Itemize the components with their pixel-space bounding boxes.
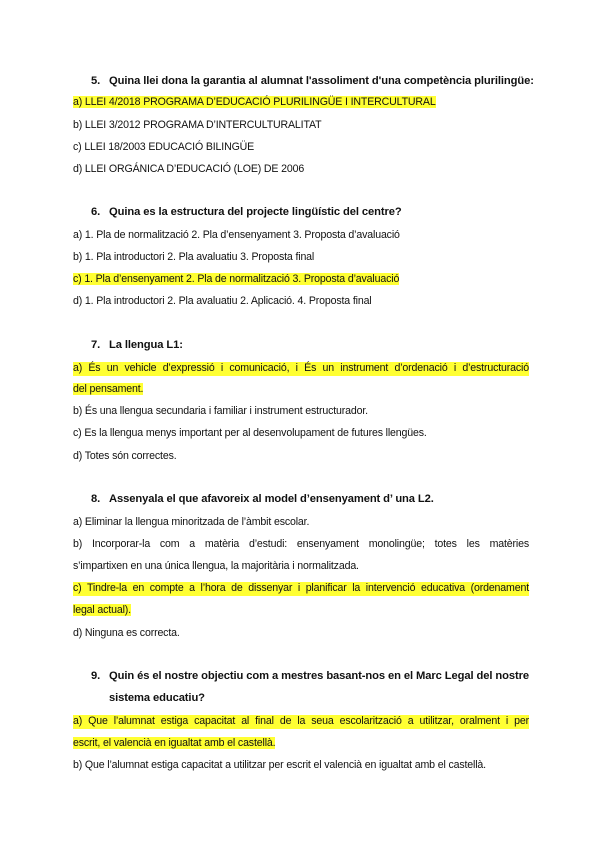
option-5a-correct: a) LLEI 4/2018 PROGRAMA D’EDUCACIÓ PLURILINGÜE I INTERCULTURAL [73, 96, 436, 108]
option-8a: a) Eliminar la llengua minoritzada de l’àmbit escolar. [73, 516, 310, 528]
option-7a-continuation: del pensament. [73, 383, 144, 395]
option-9a-correct: a) Que l’alumnat estiga capacitat al final de la seua escolarització a utilitzar, oralment i per [73, 715, 529, 727]
option-8b: b) Incorporar-la com a matèria d’estudi: ensenyament monolingüe; totes les matèries [73, 538, 529, 550]
option-5b: b) LLEI 3/2012 PROGRAMA D’INTERCULTURALITAT [73, 119, 322, 131]
option-8c-correct: c) Tindre-la en compte a l’hora de dissenyar i planificar la intervenció educativa (ordenament [73, 582, 529, 594]
option-7b: b) És una llengua secundaria i familiar i instrument estructurador. [73, 405, 368, 417]
question-number: 6. [91, 206, 101, 218]
option-9b: b) Que l’alumnat estiga capacitat a utilitzar per escrit el valencià en igualtat amb el castellà. [73, 759, 486, 771]
option-8d: d) Ninguna es correcta. [73, 627, 180, 639]
question-number: 7. [91, 339, 101, 351]
question-7-heading [91, 339, 183, 351]
question-title: Quina llei dona la garantia al alumnat l'assoliment d'una competència plurilingüe: [109, 75, 534, 87]
question-5-heading [91, 75, 534, 87]
option-7d: d) Totes són correctes. [73, 450, 177, 462]
question-number: 8. [91, 493, 101, 505]
option-5d: d) LLEI ORGÁNICA D’EDUCACIÓ (LOE) DE 2006 [73, 163, 305, 175]
option-8b-continuation: s’impartixen en una única llengua, la majoritària i normalitzada. [73, 560, 359, 572]
question-number: 5. [91, 75, 101, 87]
option-7c: c) Es la llengua menys important per al desenvolupament de futures llengües. [73, 427, 427, 439]
option-9a-continuation: escrit, el valencià en igualtat amb el castellà. [73, 737, 276, 749]
option-6a: a) 1. Pla de normalització 2. Pla d’ensenyament 3. Proposta d’avaluació [73, 229, 400, 241]
option-6b: b) 1. Pla introductori 2. Pla avaluatiu 3. Proposta final [73, 251, 315, 263]
option-6c-correct: c) 1. Pla d’ensenyament 2. Pla de normalització 3. Proposta d’avaluació [73, 273, 400, 285]
question-9-heading-continuation: sistema educatiu? [109, 692, 205, 704]
option-7a-correct: a) És un vehicle d’expressió i comunicació, i És un instrument d’ordenació i d’estructuració [73, 362, 529, 374]
question-title: La llengua L1: [109, 339, 183, 351]
option-6d: d) 1. Pla introductori 2. Pla avaluatiu 2. Aplicació. 4. Proposta final [73, 295, 372, 307]
option-5c: c) LLEI 18/2003 EDUCACIÓ BILINGÜE [73, 141, 255, 153]
question-9-heading [91, 670, 529, 682]
question-8-heading [91, 493, 434, 505]
question-title: Quina es la estructura del projecte lingüístic del centre? [109, 206, 402, 218]
question-6-heading [91, 206, 402, 218]
option-8c-continuation: legal actual). [73, 604, 131, 616]
question-title: Quin és el nostre objectiu com a mestres basant-nos en el Marc Legal del nostre [109, 670, 529, 682]
question-number: 9. [91, 670, 101, 682]
question-title: Assenyala el que afavoreix al model d’ensenyament d’ una L2. [109, 493, 434, 505]
